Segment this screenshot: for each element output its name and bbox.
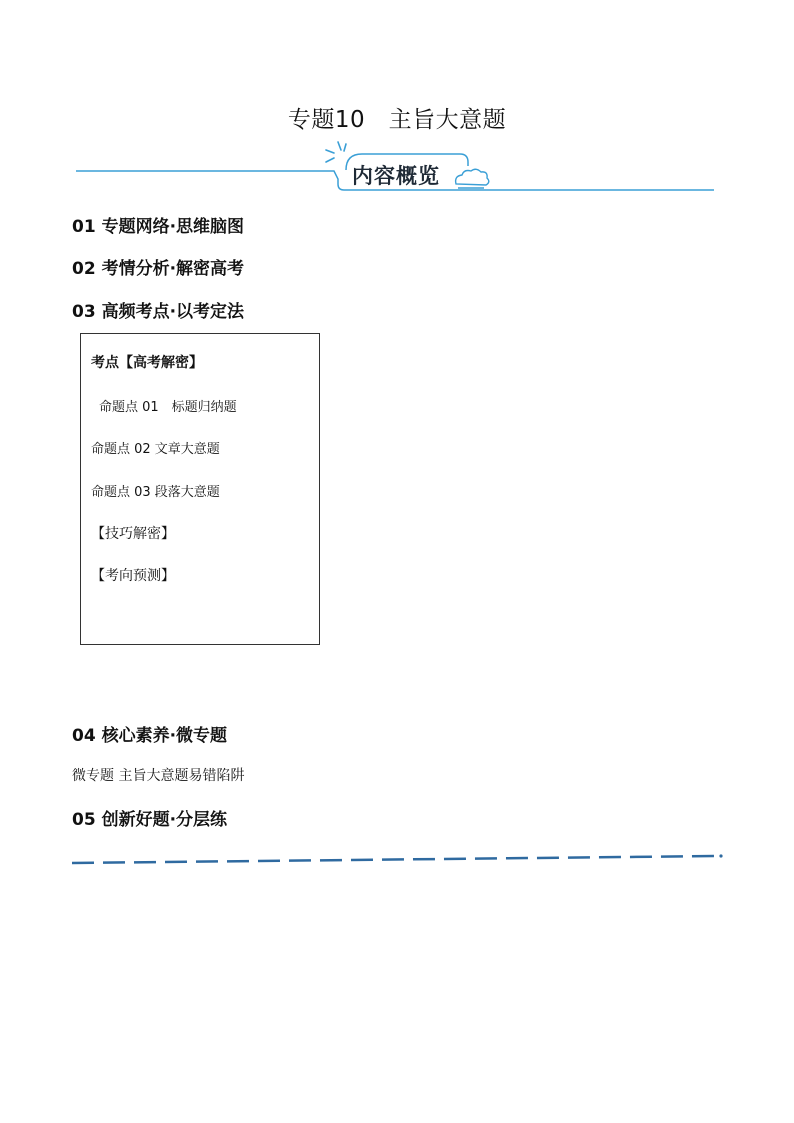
outline-box [80, 333, 320, 645]
dashed-divider [72, 850, 724, 866]
page-title: 专题10 主旨大意题 [287, 107, 507, 133]
cloud-icon [456, 169, 489, 188]
section-heading-03: 03 高频考点·以考定法 [72, 302, 245, 322]
section-heading-04: 04 核心素养·微专题 [72, 726, 228, 746]
section-heading-01: 01 专题网络·思维脑图 [72, 217, 245, 237]
box-item-4: 【技巧解密】 [91, 526, 175, 542]
box-heading: 考点【高考解密】 [91, 355, 203, 371]
box-item-2: 命题点 02 文章大意题 [91, 442, 220, 457]
section-heading-05: 05 创新好题·分层练 [72, 810, 228, 830]
box-item-1: 命题点 01 标题归纳题 [99, 400, 237, 415]
micro-topic-text: 微专题 主旨大意题易错陷阱 [72, 768, 245, 784]
section-heading-02: 02 考情分析·解密高考 [72, 259, 245, 279]
sparkle-icon [326, 142, 346, 162]
banner-label: 内容概览 [352, 164, 440, 188]
box-item-3: 命题点 03 段落大意题 [91, 485, 220, 500]
box-item-5: 【考向预测】 [91, 568, 175, 584]
